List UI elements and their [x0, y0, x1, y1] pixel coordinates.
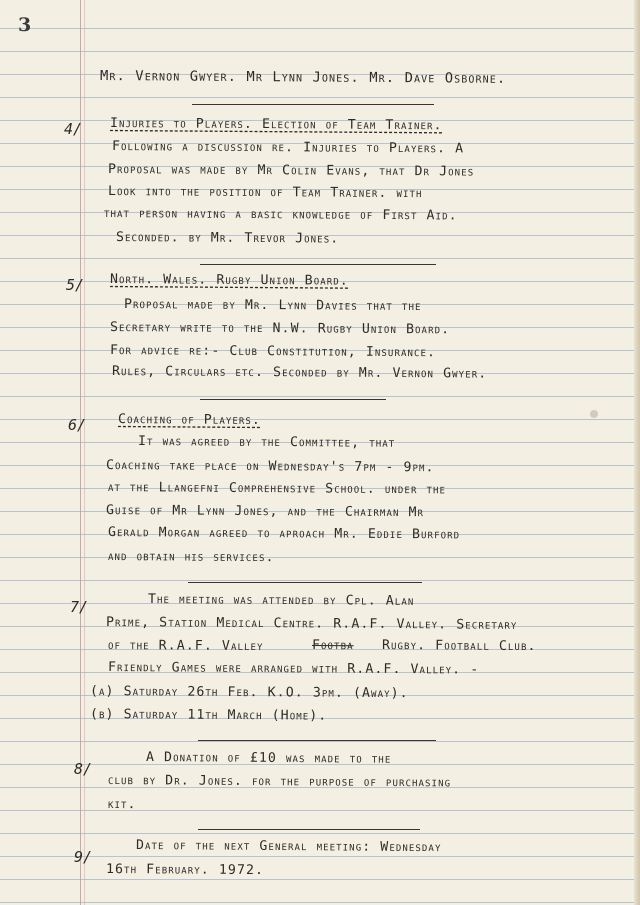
item-5-line-2: Secretary write to the N.W. Rugby Union Board.: [109, 320, 451, 338]
item-number-5: 5/: [66, 276, 85, 294]
section-divider: [198, 740, 436, 741]
attendees-line: Mr. Vernon Gwyer. Mr Lynn Jones. Mr. Dave Osborne.: [99, 68, 507, 87]
page-number: 3: [18, 14, 32, 36]
item-6-line-2: Coaching take place on Wednesday's 7pm - 9pm.: [105, 458, 435, 476]
item-4-line-4: that person having a basic knowledge of First Aid.: [103, 206, 458, 224]
item-6-heading: Coaching of Players.: [117, 412, 262, 428]
item-7-line-2: Prime, Station Medical Centre. R.A.F. Valley. Secretary: [105, 615, 518, 633]
item-9-line-2: 16th February. 1972.: [105, 862, 265, 879]
item-6-line-1: It was agreed by the Committee, that: [137, 434, 396, 451]
item-8-line-3: kit.: [107, 797, 137, 813]
section-divider: [188, 582, 422, 583]
item-4-line-2: Proposal was made by Mr Colin Evans, that Dr Jones: [107, 162, 475, 180]
item-number-4: 4/: [64, 120, 83, 138]
item-7-line-1: The meeting was attended by Cpl. Alan: [147, 592, 415, 609]
item-6-line-5: Gerald Morgan agreed to aproach Mr. Eddie Burford: [107, 525, 461, 543]
item-number-7: 7/: [70, 598, 89, 616]
section-divider: [200, 399, 386, 400]
item-9-line-1: Date of the next General meeting: Wednesday: [135, 838, 442, 856]
item-7-line-3b: Rugby. Football Club.: [381, 638, 537, 655]
item-5-heading: North. Wales. Rugby Union Board.: [109, 272, 349, 289]
section-divider: [198, 829, 420, 830]
item-7-struck-word: Footba: [311, 638, 354, 654]
item-8-line-1: A Donation of £10 was made to the: [145, 750, 392, 767]
item-7-line-3a: of the R.A.F. Valley: [107, 638, 264, 655]
item-number-9: 9/: [74, 848, 93, 866]
section-divider: [200, 264, 436, 265]
item-4-heading: Injuries to Players. Election of Team Trainer.: [109, 116, 443, 134]
item-6-line-4: Guise of Mr Lynn Jones, and the Chairman Mr: [105, 503, 425, 521]
ink-blot: [590, 410, 598, 418]
item-4-line-1: Following a discussion re. Injuries to Players. A: [111, 139, 465, 157]
item-7-line-5: (a) Saturday 26th Feb. K.O. 3pm. (Away).: [89, 684, 409, 702]
item-5-line-4: Rules, Circulars etc. Seconded by Mr. Vernon Gwyer.: [111, 364, 488, 382]
item-number-8: 8/: [74, 760, 93, 778]
item-8-line-2: club by Dr. Jones. for the purpose of purchasing: [107, 773, 452, 791]
item-5-line-1: Proposal made by Mr. Lynn Davies that the: [123, 297, 422, 315]
item-number-6: 6/: [68, 416, 87, 434]
item-6-line-6: and obtain his services.: [107, 549, 275, 566]
item-7-line-6: (b) Saturday 11th March (Home).: [89, 707, 328, 724]
section-divider: [192, 104, 434, 105]
item-5-line-3: For advice re:- Club Constitution, Insurance.: [109, 343, 437, 361]
page-edge: [634, 0, 640, 905]
item-7-line-4: Friendly Games were arranged with R.A.F. Valley. -: [107, 660, 480, 678]
item-4-line-5: Seconded. by Mr. Trevor Jones.: [115, 230, 340, 247]
item-6-line-3: at the Llangefni Comprehensive School. under the: [107, 480, 447, 498]
item-4-line-3: Look into the position of Team Trainer. with: [107, 184, 423, 202]
